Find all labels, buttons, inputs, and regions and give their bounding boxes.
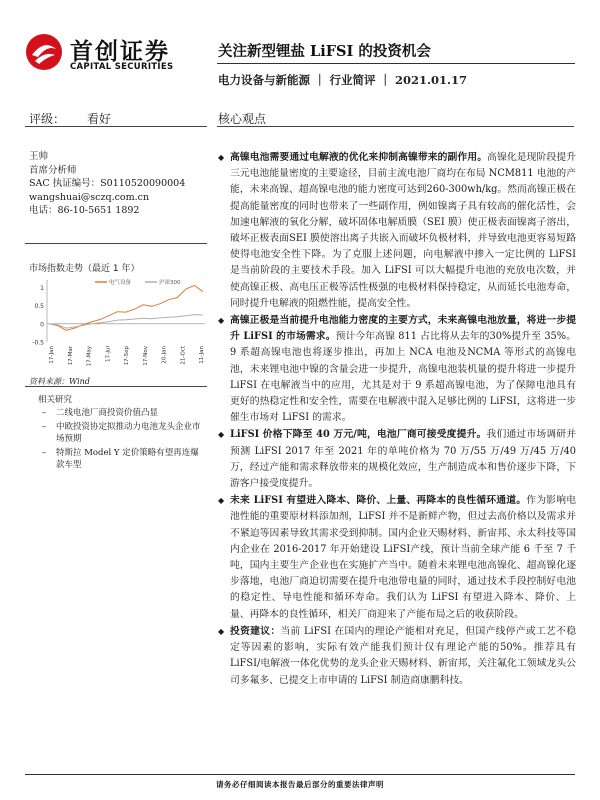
chart-series-line <box>49 315 203 329</box>
analyst-title: 首席分析师 <box>29 164 77 176</box>
chart-y-tick-label: -0.5 <box>32 339 44 347</box>
chart-divider <box>25 386 207 387</box>
header-divider <box>217 63 575 64</box>
bullet-icon: ◆ <box>218 626 225 636</box>
core-paragraph: ◆ 高镍电池需要通过电解液的优化来抑制高镍带来的副作用。高镍化是现阶段提升三元电池能量密度的主要途径，目前主流电池厂商均在布局 NCM811 电池的产能，未来高镍、超高镍电池的能力密度可达到260-300wh/kg。然而高镍正极在提高能量密度的同时也带来了一些副作用，例如镍离子具有较高的催化活性，会加速电解液的氧化分解，破坏固体电解质膜（SEI 膜）使正极表面镍离子溶出，破坏正极表面SEI 膜使溶出离子共嵌入而破坏负极材料，并导致电池更容易短路使得电池安全性下降。为了克服上述问题，向电解液中掺入一定比例的 LiFSI 是当前阶段的主要技术手段。加入 LiFSI 可以大幅提升电池的充放电次数，并使高镍正极、高电压正极等活性极强的电极材料保持稳定，从而延长电池寿命，同时提升电解液的阻燃性能，提高安全性。 <box>218 152 577 309</box>
chart-x-tick-label: 17-Jul <box>105 346 112 362</box>
core-view-body <box>218 150 576 690</box>
brand-name-en: CAPITAL SECURITIES <box>70 62 174 72</box>
core-paragraph: ◆ 高镍正极是当前提升电池能力密度的主要方式，未来高镍电池放量，将进一步提升 LiFSI 的市场需求。预计今年高镍 811 占比将从去年的30%提升至 35%。9 系超高镍电池也将逐步推出，再加上 NCA 电池及NCMA 等形式的高镍电池，未来锂电池中镍的含量会进一步提升，高镍电池装机量的提升将进一步提升 LiFSI 在电解液当中的应用，尤其是对于 9 系超高镍电池，为了保障电池具有更好的热稳定性和安全性，需要在电解液中混入足够比例的 LiFSI，这将进一步催生市场对 LiFSI 的需求。 <box>218 315 576 424</box>
chart-x-tick-label: 21-Oct <box>180 346 187 365</box>
chart-legend-label: 沪深300 <box>159 280 181 286</box>
chart-x-tick-label: 20-Jan <box>161 346 168 364</box>
chart-title: 市场指数走势（最近 1 年） <box>29 264 140 274</box>
footer-divider <box>25 774 575 775</box>
analyst-divider <box>25 243 207 244</box>
analyst-name: 王帅 <box>29 151 49 162</box>
core-view-divider <box>217 126 574 127</box>
related-research-title: 相关研究 <box>38 395 73 405</box>
legal-notice: 请务必仔细阅读本报告最后部分的重要法律声明 <box>216 780 384 789</box>
report-subtitle: 电力设备与新能源 ｜ 行业简评 ｜ 2021.01.17 <box>218 73 468 87</box>
chart-legend-label: 电气设备 <box>109 280 132 286</box>
related-research-list <box>42 407 202 473</box>
rating <box>29 110 111 127</box>
analyst-phone: 电话：86-10-5651 1892 <box>29 205 140 216</box>
bullet-icon: ◆ <box>218 430 225 440</box>
brand-logo-icon <box>25 33 63 71</box>
rating-divider <box>25 126 207 127</box>
core-view-title: 核心观点 <box>218 112 267 126</box>
chart-y-tick-label: 0.5 <box>34 303 44 311</box>
analyst-license: SAC 执证编号：S0110520090004 <box>29 178 186 189</box>
rating-value: 看好 <box>87 112 112 126</box>
related-item[interactable]: – 二线电池厂商投资价值凸显 <box>42 408 159 418</box>
chart-y-tick-label: 0 <box>40 321 44 329</box>
bullet-icon: ◆ <box>218 153 225 162</box>
core-paragraph: ◆ LiFSI 价格下降至 40 万元/吨，电池厂商可接受度提升。我们通过市场调研并预测 LiFSI 2017 年至 2021 年的单吨价格为 70 万/55 万/49 万/45 万/40 万，经过产能和需求释放带来的规模化效应，生产制造成本和售价逐步下降，下游客户接受度提升。 <box>218 429 577 490</box>
chart-source: 资料来源：Wind <box>29 377 90 386</box>
chart-x-tick-label: 17-Mar <box>67 346 74 366</box>
chart-x-tick-label: 17-Sep <box>124 346 130 366</box>
report-title: 关注新型锂盐 LiFSI 的投资机会 <box>218 43 431 60</box>
market-index-chart <box>25 272 210 372</box>
chart-x-tick-label: 17-Nov <box>142 346 149 366</box>
chart-x-tick-label: 17-May <box>86 346 93 367</box>
analyst-info <box>29 150 185 218</box>
brand-name-cn: 首创证券 <box>70 39 170 65</box>
core-paragraph: ◆ 未来 LiFSI 有望进入降本、降价、上量、再降本的良性循环通道。作为影响电池性能的重要原材料添加剂，LiFSI 并不是新鲜产物，但过去高价格以及需求并不紧迫等因素导致其需求受到抑制。国内企业天赐材料、新宙邦、永太科技等国内企业在 2016-2017 年开始建设 LiFSI产线，预计当前全球产能 6 千至 7 千吨，国内主要生产企业也在实施扩产当中。随着未来锂电池高镍化、超高镍化逐步落地，电池厂商迫切需要在提升电池带电量的同时，通过技术手段控制好电池的稳定性、导电性能和循环寿命。我们认为 LiFSI 有望进入降本、降价、上量、再降本的良性循环，相关厂商迎来了产能布局之后的收获阶段。 <box>218 495 576 620</box>
chart-y-tick-label: 1 <box>40 284 44 292</box>
core-paragraph: ◆ 投资建议：当前 LiFSI 在国内的理论产能相对充足，但国产线停产或工艺不稳定等因素的影响，实际有效产能我们预计仅有理论产能的50%。推荐具有 LiFSI/电解液一体化优势的龙头企业天赐材料、新宙邦，关注氟化工领域龙头公司多氟多、已提交上市申请的 LiFSI 制造商康鹏科技。 <box>218 625 577 686</box>
rating-label: 评级： <box>29 112 66 126</box>
chart-x-tick-label: 11-Jan <box>199 346 205 364</box>
bullet-icon: ◆ <box>218 316 225 326</box>
related-item[interactable]: – 中欧投资协定拟推动力电池龙头企业市场预期 <box>42 422 201 444</box>
analyst-email[interactable]: wangshuai@sczq.com.cn <box>29 191 150 203</box>
related-item[interactable]: – 特斯拉 Model Y 定价策略有望再连爆款车型 <box>42 448 199 470</box>
chart-x-tick-label: 17-Jan <box>49 346 55 364</box>
bullet-icon: ◆ <box>218 496 225 506</box>
